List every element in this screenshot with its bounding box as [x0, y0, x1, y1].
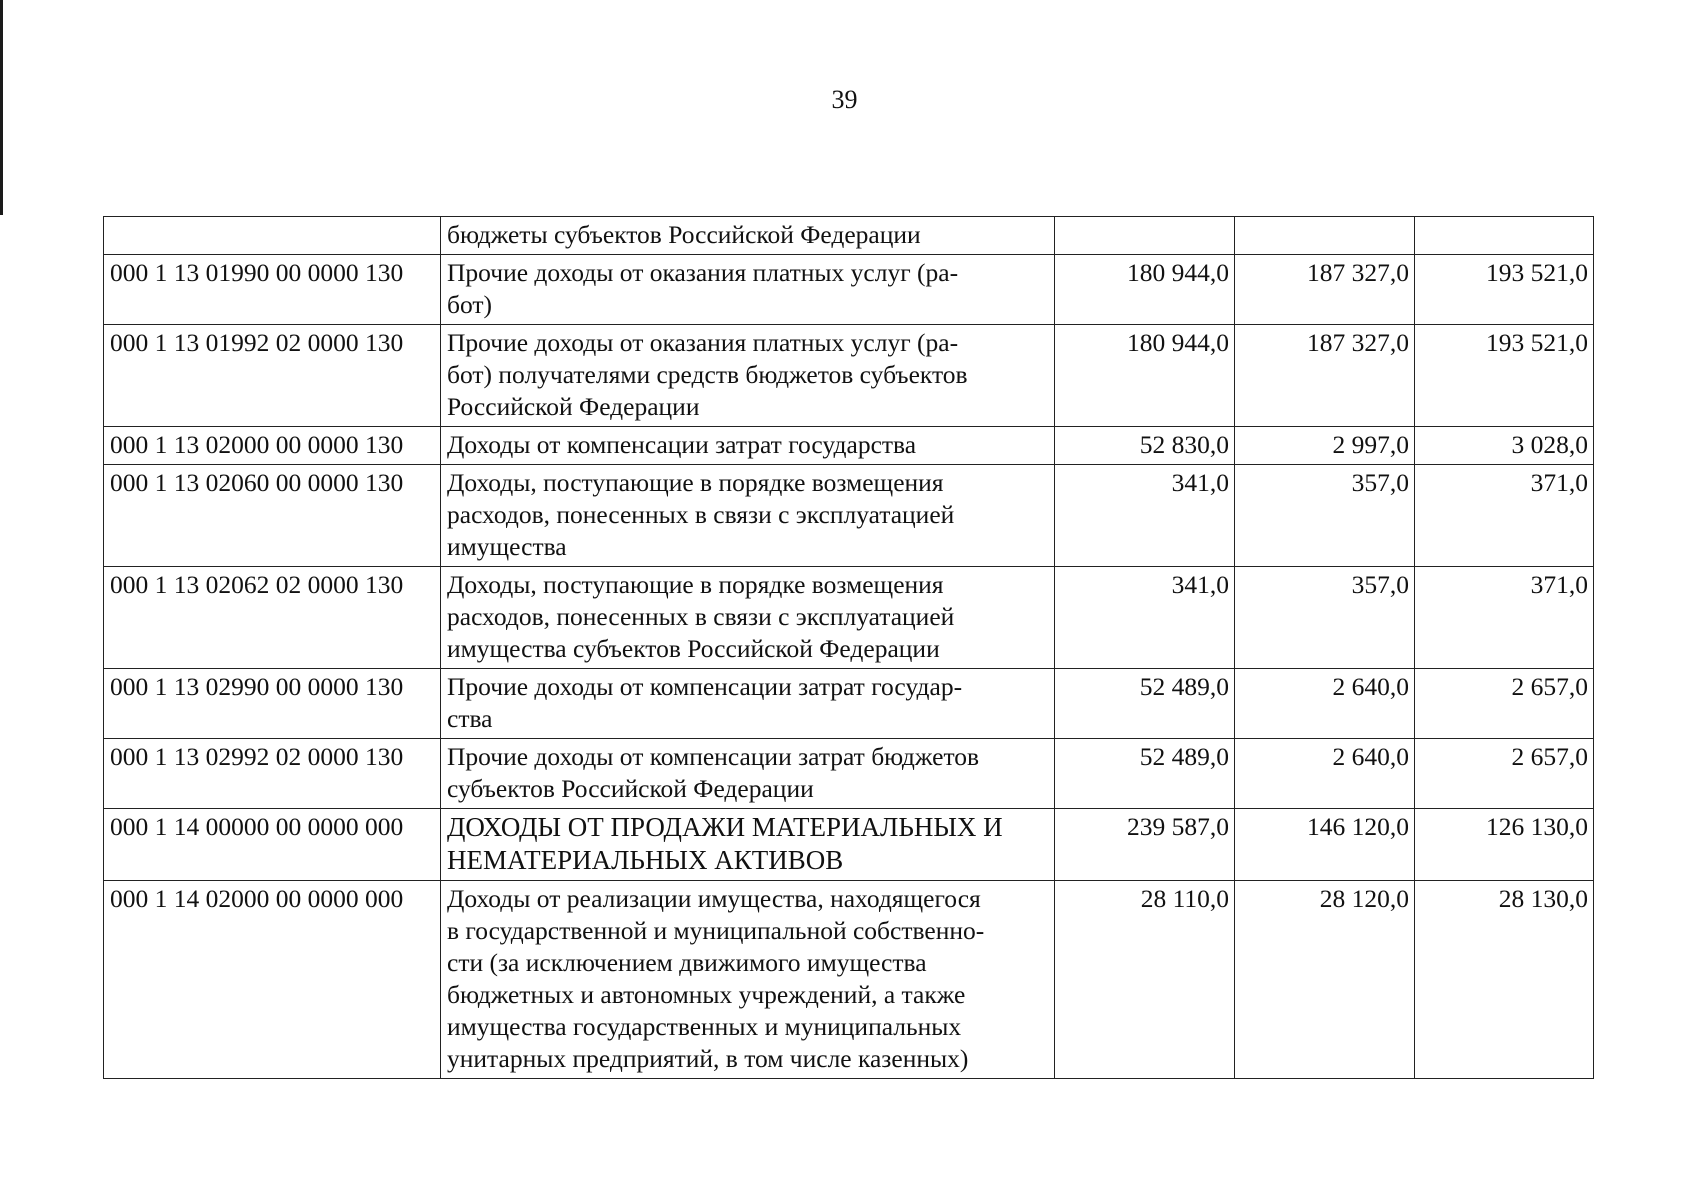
value-year-2-cell: 187 327,0 — [1235, 255, 1415, 325]
revenue-name-cell: Доходы, поступающие в порядке возмещения расходов, понесенных в связи с эксплуатацией имущества субъектов Российской Федерации — [441, 567, 1055, 669]
table-row — [104, 881, 1594, 1079]
value-year-2-cell — [1235, 217, 1415, 255]
value-year-3-cell: 3 028,0 — [1415, 427, 1594, 465]
revenue-code-cell: 000 1 14 02000 00 0000 000 — [104, 881, 441, 1079]
table-row — [104, 217, 1594, 255]
value-year-1-cell: 28 110,0 — [1055, 881, 1235, 1079]
revenue-name-cell: Доходы, поступающие в порядке возмещения расходов, понесенных в связи с эксплуатацией имущества — [441, 465, 1055, 567]
value-year-3-cell — [1415, 217, 1594, 255]
value-year-2-cell: 357,0 — [1235, 465, 1415, 567]
revenue-name-cell: Прочие доходы от оказания платных услуг (ра- бот) получателями средств бюджетов субъектов Российской Федерации — [441, 325, 1055, 427]
table-row — [104, 739, 1594, 809]
table-row — [104, 465, 1594, 567]
value-year-2-cell: 2 640,0 — [1235, 739, 1415, 809]
value-year-3-cell: 371,0 — [1415, 465, 1594, 567]
value-year-1-cell — [1055, 217, 1235, 255]
revenue-code-cell: 000 1 13 02992 02 0000 130 — [104, 739, 441, 809]
revenue-code-cell: 000 1 14 00000 00 0000 000 — [104, 809, 441, 881]
value-year-1-cell: 52 830,0 — [1055, 427, 1235, 465]
table-row — [104, 325, 1594, 427]
page-number: 39 — [831, 85, 858, 114]
revenue-code-cell: 000 1 13 02990 00 0000 130 — [104, 669, 441, 739]
table-row — [104, 669, 1594, 739]
value-year-3-cell: 193 521,0 — [1415, 255, 1594, 325]
value-year-2-cell: 2 640,0 — [1235, 669, 1415, 739]
value-year-2-cell: 28 120,0 — [1235, 881, 1415, 1079]
value-year-3-cell: 193 521,0 — [1415, 325, 1594, 427]
value-year-2-cell: 187 327,0 — [1235, 325, 1415, 427]
value-year-3-cell: 2 657,0 — [1415, 739, 1594, 809]
revenue-name-cell: Доходы от компенсации затрат государства — [441, 427, 1055, 465]
value-year-3-cell: 126 130,0 — [1415, 809, 1594, 881]
revenue-name-cell: Прочие доходы от компенсации затрат бюджетов субъектов Российской Федерации — [441, 739, 1055, 809]
value-year-3-cell: 371,0 — [1415, 567, 1594, 669]
revenue-code-cell — [104, 217, 441, 255]
value-year-2-cell: 357,0 — [1235, 567, 1415, 669]
value-year-1-cell: 180 944,0 — [1055, 255, 1235, 325]
table-body — [104, 217, 1594, 1079]
revenue-code-cell: 000 1 13 01992 02 0000 130 — [104, 325, 441, 427]
revenue-code-cell: 000 1 13 02000 00 0000 130 — [104, 427, 441, 465]
budget-revenue-table — [103, 216, 1594, 1079]
value-year-1-cell: 239 587,0 — [1055, 809, 1235, 881]
revenue-name-cell: ДОХОДЫ ОТ ПРОДАЖИ МАТЕРИАЛЬНЫХ И НЕМАТЕРИАЛЬНЫХ АКТИВОВ — [441, 809, 1055, 881]
revenue-name-cell: Прочие доходы от оказания платных услуг (ра- бот) — [441, 255, 1055, 325]
value-year-1-cell: 180 944,0 — [1055, 325, 1235, 427]
revenue-code-cell: 000 1 13 01990 00 0000 130 — [104, 255, 441, 325]
revenue-code-cell: 000 1 13 02062 02 0000 130 — [104, 567, 441, 669]
revenue-name-cell: Прочие доходы от компенсации затрат государ- ства — [441, 669, 1055, 739]
revenue-code-cell: 000 1 13 02060 00 0000 130 — [104, 465, 441, 567]
value-year-1-cell: 52 489,0 — [1055, 739, 1235, 809]
table-row — [104, 427, 1594, 465]
value-year-2-cell: 146 120,0 — [1235, 809, 1415, 881]
value-year-1-cell: 341,0 — [1055, 567, 1235, 669]
table-row — [104, 255, 1594, 325]
value-year-2-cell: 2 997,0 — [1235, 427, 1415, 465]
table-row — [104, 809, 1594, 881]
revenue-name-cell: Доходы от реализации имущества, находящегося в государственной и муниципальной собственно- сти (за исключением движимого имущества бюджетных и автономных учреждений, а также имущества государственных и муниципальных унитарных предприятий, в том числе казенных) — [441, 881, 1055, 1079]
value-year-1-cell: 52 489,0 — [1055, 669, 1235, 739]
value-year-3-cell: 2 657,0 — [1415, 669, 1594, 739]
revenue-name-cell: бюджеты субъектов Российской Федерации — [441, 217, 1055, 255]
table-row — [104, 567, 1594, 669]
value-year-1-cell: 341,0 — [1055, 465, 1235, 567]
value-year-3-cell: 28 130,0 — [1415, 881, 1594, 1079]
